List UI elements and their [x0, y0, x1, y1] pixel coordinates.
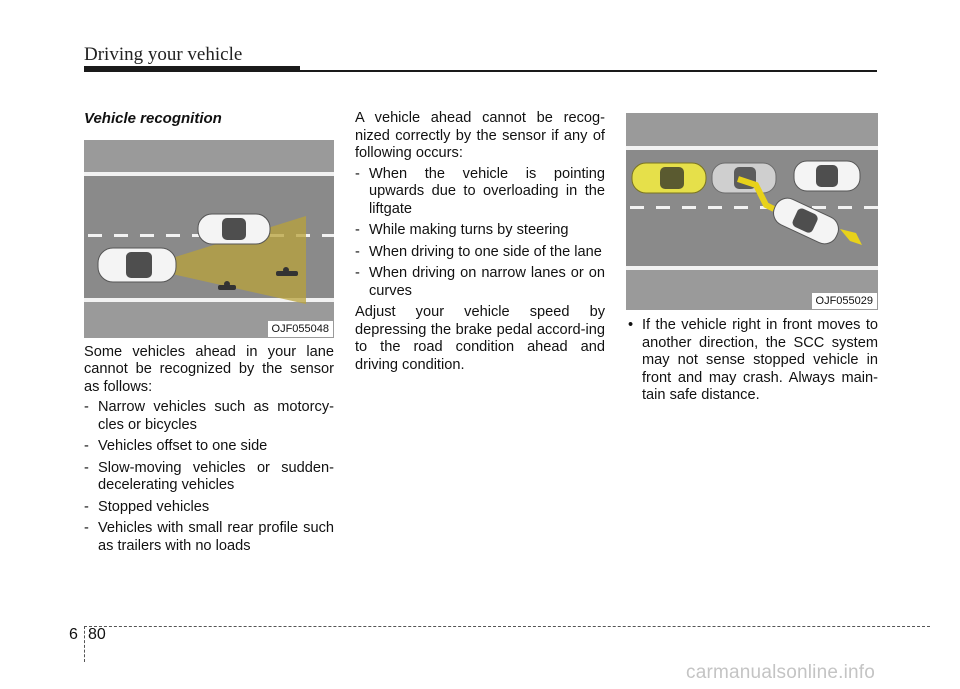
- list-item: - When driving on narrow lanes or on curves: [355, 265, 605, 300]
- figure-code: OJF055048: [268, 321, 333, 337]
- page-number: 80: [88, 626, 106, 643]
- list-item: - Slow-moving vehicles or sudden-decelerating vehicles: [84, 460, 334, 495]
- vehicle-recognition-figure: [84, 140, 334, 338]
- lane-change-illustration: [626, 113, 878, 310]
- watermark-text: carmanualsonline.info: [686, 662, 876, 683]
- vehicle-recognition-illustration: [84, 140, 334, 338]
- column-3: [626, 113, 878, 405]
- list-item: - Vehicles with small rear profile such as trailers with no loads: [84, 520, 334, 555]
- intro-paragraph: Some vehicles ahead in your lane cannot be recognized by the sensor as follows:: [84, 343, 334, 395]
- advice-paragraph: Adjust your vehicle speed by depressing the brake pedal accord-ing to the road condition ahead and driving condition.: [355, 304, 605, 373]
- warning-bullet-list: [626, 317, 878, 405]
- footer-vertical-divider: [84, 626, 85, 662]
- intro-paragraph: A vehicle ahead cannot be recog-nized correctly by the sensor if any of following occurs:: [355, 110, 605, 161]
- ego-car-icon: [98, 248, 176, 282]
- unrecognized-vehicle-list: [84, 399, 334, 555]
- list-item: - When driving to one side of the lane: [355, 244, 605, 262]
- lead-car-icon: [794, 161, 860, 191]
- list-item: - Stopped vehicles: [84, 499, 334, 517]
- list-item: - When the vehicle is pointing upwards due to overloading in the liftgate: [355, 166, 605, 219]
- list-item: - While making turns by steering: [355, 222, 605, 240]
- conditions-list: [355, 166, 605, 301]
- section-title: Vehicle recognition: [84, 110, 222, 127]
- figure-code: OJF055029: [812, 293, 877, 309]
- lane-change-figure: [626, 113, 878, 310]
- column-2: [355, 110, 605, 374]
- chapter-number: 6: [69, 626, 78, 643]
- page-header-title: Driving your vehicle: [84, 44, 243, 65]
- column-1: [84, 110, 334, 559]
- ego-car-icon: [632, 163, 706, 193]
- offset-car-icon: [198, 214, 270, 244]
- header-rule-thin: [300, 70, 877, 72]
- list-item: - Narrow vehicles such as motorcy-cles or bicycles: [84, 399, 334, 434]
- list-item: - Vehicles offset to one side: [84, 438, 334, 456]
- header-rule-thick: [84, 66, 300, 72]
- list-item: • If the vehicle right in front moves to another direction, the SCC system may not sense stopped vehicle in front and may crash. Always main-tain safe distance.: [626, 317, 878, 405]
- footer-divider: [84, 626, 930, 627]
